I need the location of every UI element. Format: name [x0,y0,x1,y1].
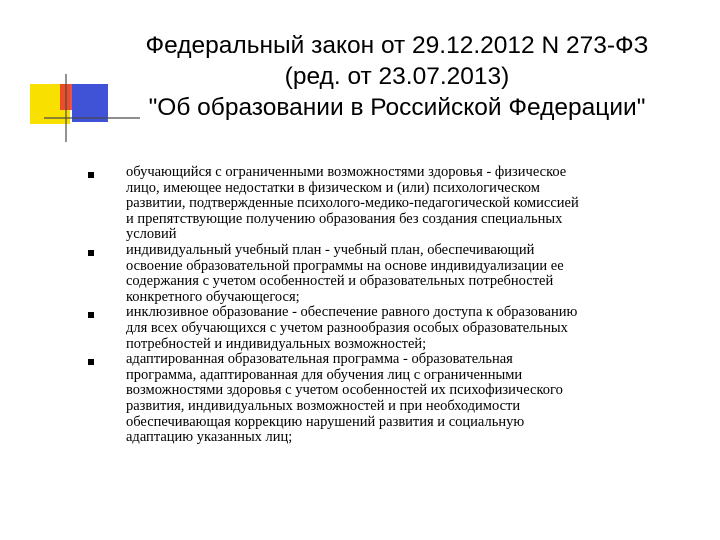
bullet-line: индивидуальный учебный план - учебный план, обеспечивающий [126,241,535,258]
bullet-line: содержания с учетом особенностей и образовательных потребностей [126,273,554,290]
bullet-text [126,165,688,243]
bullet-item [88,352,688,446]
title-line: (ред. от 23.07.2013) [284,63,510,90]
bullet-text [126,352,688,446]
bullet-line: освоение образовательной программы на основе индивидуализации ее [126,257,564,274]
bullet-line: адаптацию указанных лиц; [126,429,293,446]
bullet-text [126,305,688,352]
bullet-line: конкретного обучающегося; [126,288,300,305]
bullet-line: для всех обучающихся с учетом разнообразия особых образовательных [126,319,568,336]
bullet-line: развитии, подтвержденные психолого-медико-педагогической комиссией [126,195,579,212]
bullet-line: программа, адаптированная для обучения лиц с ограниченными [126,366,523,383]
bullet-list [88,165,688,446]
bullet-line: возможностями здоровья с учетом особенностей их психофизического [126,382,563,399]
bullet-square-icon [88,250,94,256]
bullet-item [88,305,688,352]
bullet-line: обеспечивающая коррекцию нарушений развития и социальную [126,413,525,430]
bullet-square-icon [88,312,94,318]
slide-title [112,30,682,123]
bullet-square-icon [88,172,94,178]
bullet-line: лицо, имеющее недостатки в физическом и (или) психологическом [126,179,540,196]
bullet-item [88,165,688,243]
bullet-line: развития, индивидуальных возможностей и при необходимости [126,397,521,414]
bullet-line: обучающийся с ограниченными возможностями здоровья - физическое [126,164,567,180]
bullet-line: условий [126,226,177,243]
bullet-square-icon [88,359,94,365]
title-line: "Об образовании в Российской Федерации" [148,94,646,121]
bullet-item [88,243,688,305]
blue-square [72,84,108,122]
bullet-line: потребностей и индивидуальных возможностей; [126,335,427,352]
bullet-line: адаптированная образовательная программа - образовательная [126,351,513,368]
bullet-line: инклюзивное образование - обеспечение равного доступа к образованию [126,304,578,321]
title-line: Федеральный закон от 29.12.2012 N 273-ФЗ [145,32,649,59]
bullet-line: и препятствующие получению образования без создания специальных [126,210,563,227]
bullet-text [126,243,688,305]
